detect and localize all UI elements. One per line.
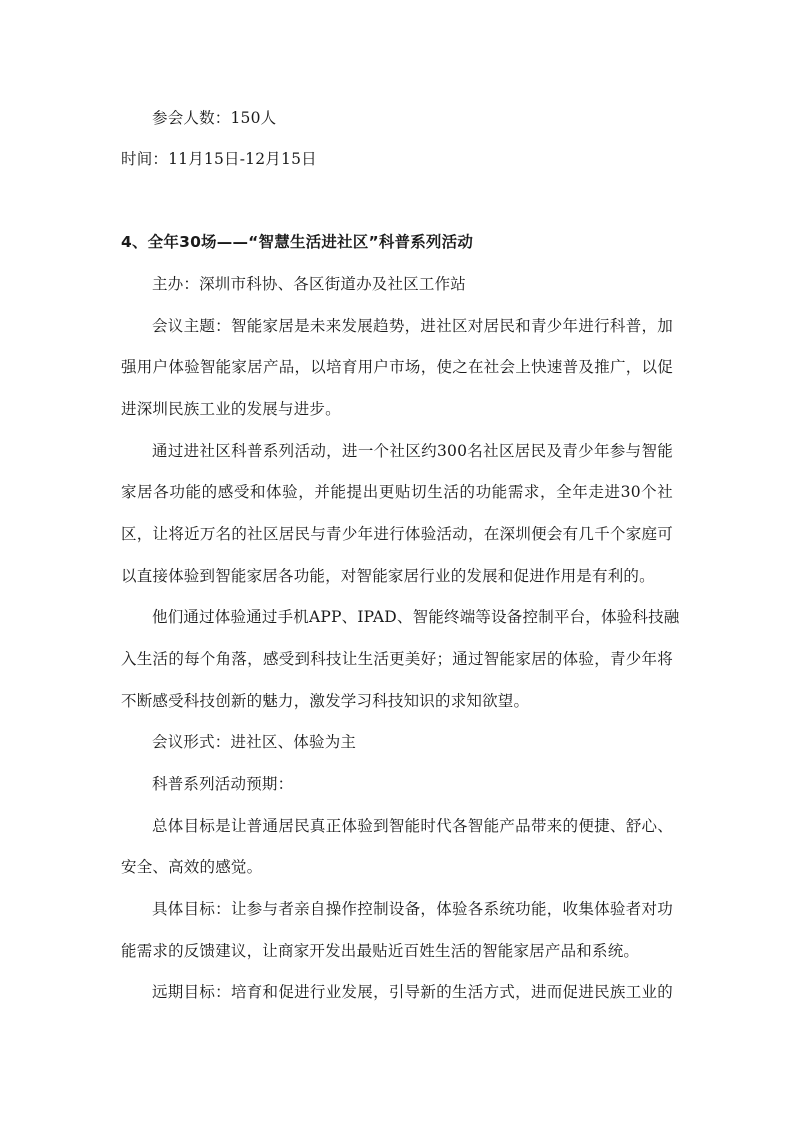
specific-goal-line-1: 具体目标：让参与者亲自操作控制设备，体验各系统功能，收集体验者对功 <box>152 900 673 918</box>
specific-goal-line-2: 能需求的反馈建议，让商家开发出最贴近百姓生活的智能家居产品和系统。 <box>121 942 640 960</box>
para2-line-4: 以直接体验到智能家居各功能，对智能家居行业的发展和促进作用是有利的。 <box>121 567 655 585</box>
para3-line-1: 他们通过体验通过手机APP、IPAD、智能终端等设备控制平台，体验科技融 <box>152 608 680 626</box>
attendance-line: 参会人数：150人 <box>152 109 277 127</box>
theme-line-3: 进深圳民族工业的发展与进步。 <box>121 400 341 418</box>
para3-line-3: 不断感受科技创新的魅力，激发学习科技知识的求知欲望。 <box>121 692 530 710</box>
format-line: 会议形式：进社区、体验为主 <box>152 733 357 751</box>
long-term-goal-line-1: 远期目标：培育和促进行业发展，引导新的生活方式，进而促进民族工业的 <box>152 983 673 1001</box>
overall-goal-line-2: 安全、高效的感觉。 <box>121 858 263 876</box>
para2-line-3: 区，让将近万名的社区居民与青少年进行体验活动，在深圳便会有几千个家庭可 <box>121 525 673 543</box>
para2-line-1: 通过进社区科普系列活动，进一个社区约300名社区居民及青少年参与智能 <box>152 442 673 460</box>
time-line: 时间：11月15日-12月15日 <box>121 150 317 168</box>
para3-line-2: 入生活的每个角落，感受到科技让生活更美好；通过智能家居的体验，青少年将 <box>121 650 673 668</box>
theme-line-2: 强用户体验智能家居产品，以培育用户市场，使之在社会上快速普及推广，以促 <box>121 358 673 376</box>
overall-goal-line-1: 总体目标是让普通居民真正体验到智能时代各智能产品带来的便捷、舒心、 <box>152 817 673 835</box>
para2-line-2: 家居各功能的感受和体验，并能提出更贴切生活的功能需求，全年走进30个社 <box>121 483 673 501</box>
section-heading: 4、全年30场——“智慧生活进社区”科普系列活动 <box>121 233 474 251</box>
theme-line-1: 会议主题：智能家居是未来发展趋势，进社区对居民和青少年进行科普，加 <box>152 317 673 335</box>
organizer-line: 主办：深圳市科协、各区街道办及社区工作站 <box>152 275 467 293</box>
expectation-title: 科普系列活动预期： <box>152 775 294 793</box>
